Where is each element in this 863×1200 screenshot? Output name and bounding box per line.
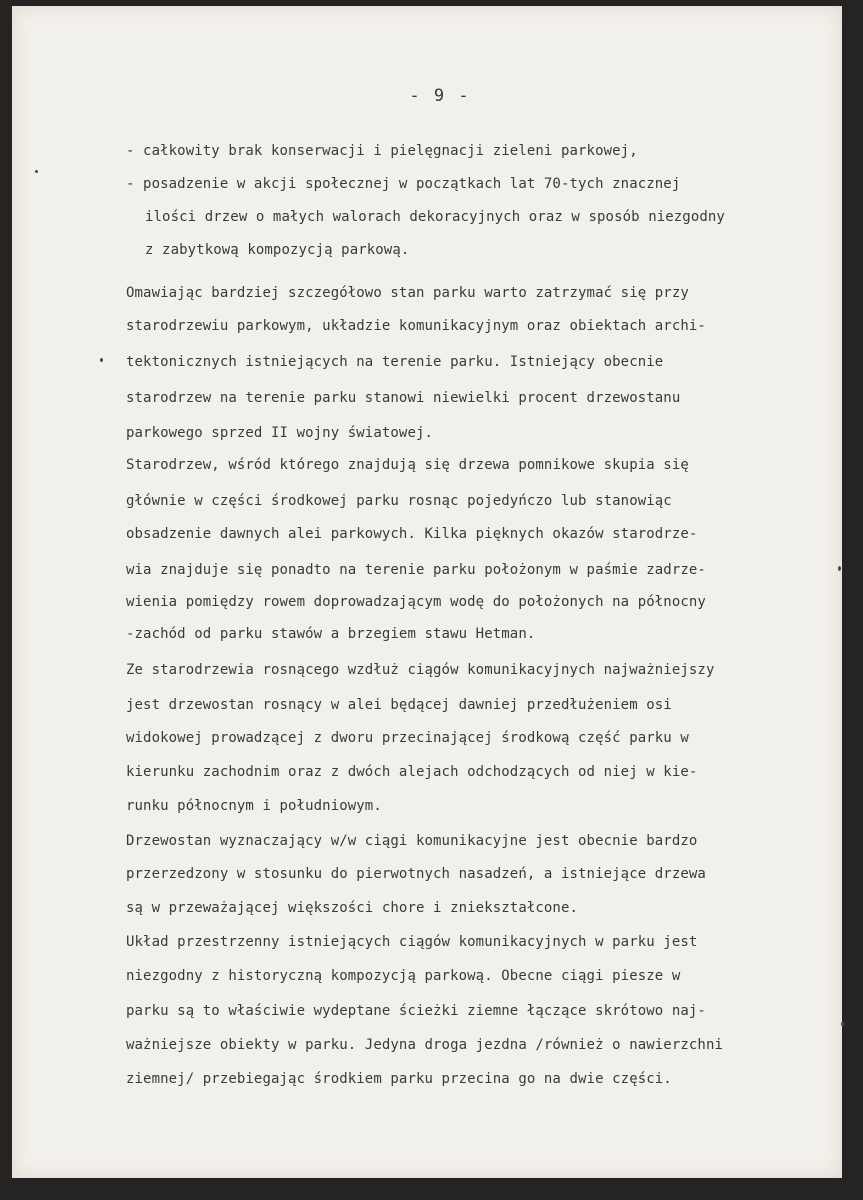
text-line: tektonicznych istniejących na terenie parku. Istniejący obecnie xyxy=(126,354,664,370)
text-line: Ze starodrzewia rosnącego wzdłuż ciągów komunikacyjnych najważniejszy xyxy=(126,662,715,678)
text-line: parku są to właściwie wydeptane ścieżki ziemne łączące skrótowo naj- xyxy=(126,1003,706,1019)
text-line: -zachód od parku stawów a brzegiem stawu Hetman. xyxy=(126,626,536,642)
text-line: z zabytkową kompozycją parkową. xyxy=(145,242,410,258)
text-line: przerzedzony w stosunku do pierwotnych nasadzeń, a istniejące drzewa xyxy=(126,866,706,882)
text-line: starodrzewiu parkowym, układzie komunikacyjnym oraz obiektach archi- xyxy=(126,318,706,334)
text-line: widokowej prowadzącej z dworu przecinającej środkową część parku w xyxy=(126,730,689,746)
text-line: głównie w części środkowej parku rosnąc pojedyńczo lub stanowiąc xyxy=(126,493,672,509)
text-line: ziemnej/ przebiegając środkiem parku przecina go na dwie części. xyxy=(126,1071,672,1087)
text-line: obsadzenie dawnych alei parkowych. Kilka pięknych okazów starodrze- xyxy=(126,526,698,542)
text-line: starodrzew na terenie parku stanowi niewielki procent drzewostanu xyxy=(126,390,681,406)
text-line: - całkowity brak konserwacji i pielęgnacji zieleni parkowej, xyxy=(126,143,638,159)
text-line: wia znajduje się ponadto na terenie parku położonym w paśmie zadrze- xyxy=(126,562,706,578)
page-number: - 9 - xyxy=(409,86,471,106)
margin-speck xyxy=(841,1022,844,1026)
text-line: ważniejsze obiekty w parku. Jedyna droga jezdna /również o nawierzchni xyxy=(126,1037,724,1053)
text-line: Starodrzew, wśród którego znajdują się drzewa pomnikowe skupia się xyxy=(126,457,689,473)
text-line: Omawiając bardziej szczegółowo stan parku warto zatrzymać się przy xyxy=(126,285,689,301)
margin-speck xyxy=(838,566,841,571)
margin-speck xyxy=(100,358,103,362)
text-line: Układ przestrzenny istniejących ciągów komunikacyjnych w parku jest xyxy=(126,934,698,950)
margin-speck xyxy=(35,170,38,173)
text-line: parkowego sprzed II wojny światowej. xyxy=(126,425,434,441)
text-line: - posadzenie w akcji społecznej w początkach lat 70-tych znacznej xyxy=(126,176,681,192)
text-line: niezgodny z historyczną kompozycją parkową. Obecne ciągi piesze w xyxy=(126,968,681,984)
text-line: runku północnym i południowym. xyxy=(126,798,382,814)
text-line: ilości drzew o małych walorach dekoracyjnych oraz w sposób niezgodny xyxy=(145,209,725,225)
text-line: Drzewostan wyznaczający w/w ciągi komunikacyjne jest obecnie bardzo xyxy=(126,833,698,849)
text-line: są w przeważającej większości chore i zniekształcone. xyxy=(126,900,579,916)
text-line: kierunku zachodnim oraz z dwóch alejach odchodzących od niej w kie- xyxy=(126,764,698,780)
text-line: wienia pomiędzy rowem doprowadzającym wodę do położonych na północny xyxy=(126,594,706,610)
text-line: jest drzewostan rosnący w alei będącej dawniej przedłużeniem osi xyxy=(126,697,672,713)
